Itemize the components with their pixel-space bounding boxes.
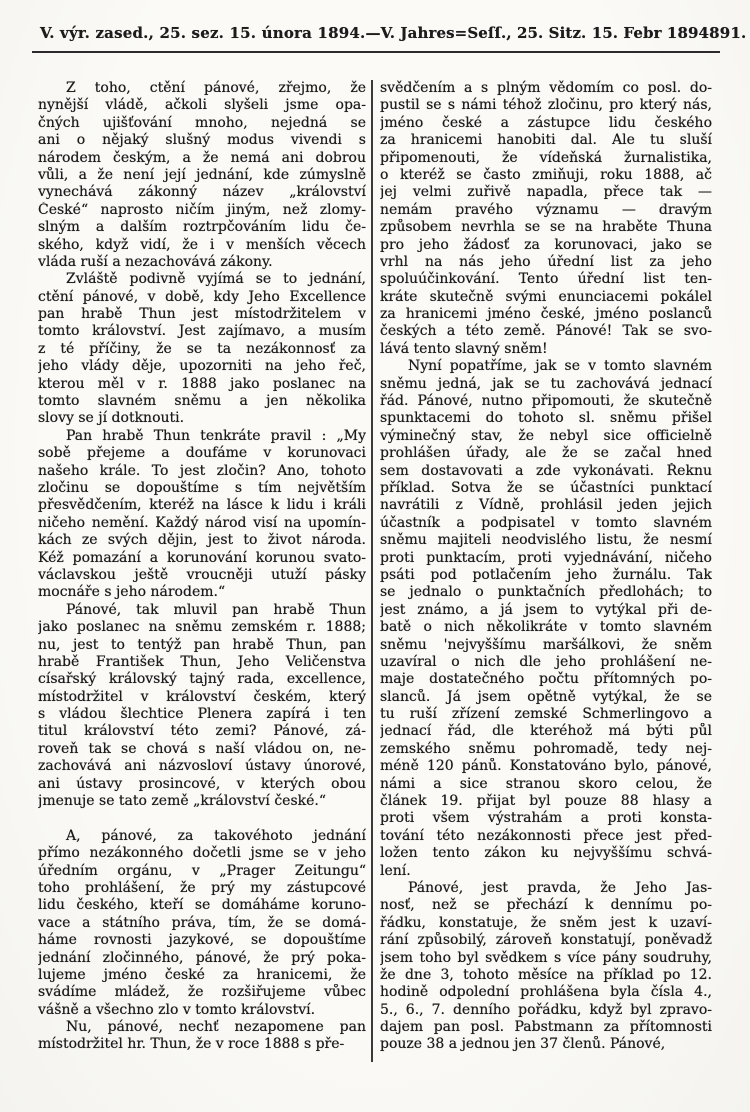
text-line: za hranicemi hanobiti dal. Ale tu sluší [380, 132, 712, 149]
text-line: způsobem nevrhla se se na hraběte Thuna [380, 219, 712, 236]
text-line: Nu, pánové, nechť nezapomene pan [66, 1019, 366, 1036]
text-line: Z toho, ctění pánové, zřejmo, že [66, 80, 366, 96]
text-line: nu, jest to tentýž pan hrabě Thun, pan [38, 636, 366, 653]
text-line: našeho krále. To jest zločin? Ano, tohoto [38, 462, 366, 479]
text-line: přesvědčením, kteréž na lásce k lidu i králi [38, 497, 366, 514]
paragraph [38, 1019, 366, 1054]
text-line: Pánové, tak mluvil pan hrabě Thun [66, 601, 366, 618]
text-line: že dne 3, tohoto měsíce na příklad po 12. [380, 966, 712, 983]
text-line: přímo nezákonného dočetli jsme se v jeho [38, 845, 366, 862]
page-header [40, 24, 747, 42]
header-rule [32, 51, 720, 53]
paragraph [38, 271, 366, 428]
text-line: zachovává ani názvosloví ústavy únorové, [38, 758, 366, 775]
text-line: tování této nezákonnosti přece jest před- [380, 827, 712, 844]
paragraph [380, 80, 712, 358]
text-line: řád. Pánové, nutno připomouti, že skutečně [380, 393, 712, 410]
text-line: sem dostavovati a zde vykonávati. Řeknu [380, 462, 712, 479]
text-line: se jednalo o punktačních předlohách; to [380, 584, 712, 601]
text-line: z té příčiny, že se ta nezákonnosť za [38, 340, 366, 357]
text-line: batě o nich několikráte v tomto slavném [380, 619, 712, 636]
text-line: ctění pánové, v době, kdy Jeho Excellence [38, 288, 366, 305]
text-line: vynechává zákonný název „království [38, 184, 366, 201]
text-line: spoluúčinkování. Tento úřední list ten- [380, 271, 712, 288]
text-line: lává tento slavný sněm! [380, 340, 548, 357]
text-line: maje dostatečného počtu přítomných po- [380, 671, 712, 688]
text-line: jest známo, a já jsem to vytýkal při de- [380, 601, 712, 618]
paragraph [380, 880, 712, 1054]
text-line: sněmu jedná, jak se tu zachovává jednací [380, 375, 712, 392]
text-line: toho prohlášení, že prý my zástupcové [38, 879, 366, 896]
text-line: dajem pan posl. Pabstmann za přítomnosti [380, 1019, 712, 1036]
text-line: čných ujišťování mnoho, nejedná se [38, 114, 366, 131]
text-line: tu ruší zřízení zemské Schmerlingovo a [380, 706, 712, 723]
text-line: proti všem výstrahám a proti konsta- [380, 810, 712, 827]
text-line: námi a sice stranou skoro celou, že [380, 775, 712, 792]
text-line: sněmu majiteli neodvislého listu, že nesmí [380, 532, 712, 549]
text-line: titul království této zemi? Pánové, zá- [38, 723, 366, 740]
text-line: tomto království. Jest zajímavo, a musím [38, 323, 366, 340]
text-line: kách ze svých dějin, jest to život národa. [38, 532, 366, 549]
column-divider [371, 80, 373, 1062]
text-line: národem českým, a že nemá ani dobrou [38, 149, 366, 166]
text-line: kráte skutečně svými enunciacemi pokálel [380, 288, 712, 305]
text-line: připomenouti, že vídeňská žurnalistika, [380, 149, 712, 166]
text-line: A, pánové, za takovéhoto jednání [66, 827, 366, 844]
text-line: jako poslanec na sněmu zemském r. 1888; [38, 619, 366, 636]
page-number: 891. [709, 24, 747, 42]
text-line: mocnáře s jeho národem.“ [38, 584, 226, 601]
text-line: slným a dalším roztrpčováním lidu če- [38, 219, 366, 236]
text-line: hodině odpolední prohlášena byla čísla 4., [380, 984, 712, 1001]
text-line: místodržitel v království českém, který [38, 688, 366, 705]
text-line: císařský královský tajný rada, excellence, [38, 671, 366, 688]
text-line: václavskou ještě vroucněji utuží pásky [38, 566, 366, 583]
text-line: vrhl na nás jeho úřední list za jeho [380, 253, 712, 270]
text-line: jednací řád, dle kteréhož má býti půl [380, 723, 712, 740]
text-line: Pan hrabě Thun tenkráte pravil : „My [66, 427, 366, 444]
paragraph [38, 80, 366, 271]
text-line: Pánové, jest pravda, že Jeho Jas- [408, 879, 712, 896]
text-line: pouze 38 a jednou jen 37 členů. Pánové, [380, 1036, 666, 1053]
paragraph [38, 602, 366, 811]
text-line: navrátili z Vídně, prohlásil jeden jejich [380, 497, 712, 514]
text-line: Kéž pomazání a korunování korunou svato- [38, 549, 366, 566]
text-line: řádku, konstatuje, že sněm jest k uzaví- [380, 914, 712, 931]
text-line: slanců. Já jsem opětně vytýkal, že se [380, 688, 712, 705]
text-line: Zvláště podivně vyjímá se to jednání, [66, 271, 366, 288]
paragraph [380, 358, 712, 880]
text-line: kterou měl v r. 1888 jako poslanec na [38, 375, 366, 392]
text-line: jsem toho byl svědkem s více pány soudruhy, [380, 949, 712, 966]
text-line: jméno české a zástupce lidu českého [380, 114, 712, 131]
text-line: ani o nějaký slušný modus vivendi s [38, 132, 366, 149]
text-line: o kteréž se často zmiňuji, roku 1888, ač [380, 166, 712, 183]
text-line: jednání zločinného, pánové, že prý poka- [38, 949, 366, 966]
text-line: České“ naprosto ničím jiným, než zlomy- [38, 201, 366, 218]
text-line: psáti pod potlačením jeho žurnálu. Tak [380, 566, 712, 583]
text-line: vášně a všechno zlo v tomto království. [38, 1001, 316, 1018]
text-line: vůli, a že není její jednání, kde zúmyslně [38, 166, 366, 183]
text-line: účastník a podpisatel v tomto slavném [380, 514, 712, 531]
text-line: zemského sněmu pohromadě, tedy nej- [380, 740, 712, 757]
text-line: pro jeho žádosť za korunovaci, jako se [380, 236, 712, 253]
text-line: spunktacemi do tohoto sl. sněmu přišel [380, 410, 712, 427]
paragraph [38, 428, 366, 602]
text-line: uzavíral o nich dle jeho prohlášení ne- [380, 653, 712, 670]
text-line: jej velmi zuřivě napadla, přece tak — [380, 184, 712, 201]
text-line: lujeme jméno české za hranicemi, že [38, 966, 366, 983]
text-line: místodržitel hr. Thun, že v roce 1888 s pře- [38, 1036, 345, 1053]
text-line: nosť, než se přechází k dennímu po- [380, 897, 712, 914]
text-line: sněmu 'nejvyššímu maršálkovi, že sněm [380, 636, 712, 653]
text-line: zločinu se dopouštíme s tím největším [38, 479, 366, 496]
text-line: pan hrabě Thun jest místodržitelem v [38, 306, 366, 323]
text-line: 5., 6., 7. denního pořádku, když byl zpravo- [380, 1001, 712, 1018]
text-line: jeho vlády děje, upozorniti na jeho řeč, [38, 358, 366, 375]
text-line: výminečný stav, že nebyl sice officielně [380, 427, 712, 444]
text-line: Nyní popatříme, jak se v tomto slavném [408, 358, 712, 375]
text-line: méně 120 pánů. Konstatováno bylo, pánové, [380, 758, 712, 775]
text-line: vace a státního práva, tím, že se domá- [38, 914, 366, 931]
text-line: slovy se jí dotknouti. [38, 410, 185, 427]
text-line: prohlášen úřady, ale že se začal hned [380, 445, 712, 462]
text-line: proti punktacím, proti vyjednávání, ničeho [380, 549, 712, 566]
text-line: roveň tak se chová s naší vládou on, ne- [38, 740, 366, 757]
text-line: ani ústavy prosincové, v kterých obou [38, 775, 366, 792]
text-line: hrabě František Thun, Jeho Veličenstva [38, 653, 366, 670]
text-line: za hranicemi jméno české, jméno poslanců [380, 306, 712, 323]
text-line: svědčením a s plným vědomím co posl. do- [380, 80, 712, 96]
text-line: sobě přejeme a doufáme v korunovaci [38, 445, 366, 462]
text-line: rání způsobilý, zároveň konstatují, poněvadž [380, 932, 712, 949]
text-column-left [38, 80, 366, 1054]
text-line: tomto slavném sněmu a jen několika [38, 393, 366, 410]
text-line: příklad. Sotva že se účastníci punktací [380, 479, 712, 496]
text-line: ložen tento zákon ku nejvyššímu schvá- [380, 845, 712, 862]
paragraph [38, 828, 366, 1019]
text-line: jmenuje se tato země „království české.“ [38, 793, 327, 810]
text-line: úředním orgánu, v „Prager Zeitungu“ [38, 862, 366, 879]
text-line: vláda ruší a nezachovává zákony. [38, 253, 273, 270]
header-session-german: V. Jahres=Seſſ., 25. Sitz. 15. Febr 1894 [380, 24, 710, 42]
header-session-czech: V. výr. zased., 25. sez. 15. února 1894. [40, 24, 366, 42]
text-column-right [380, 80, 712, 1054]
text-line: svádíme mládež, že rozšiřujeme vůbec [38, 984, 366, 1001]
text-line: nemám pravého významu — dravým [380, 201, 712, 218]
text-line: lidu českého, kteří se domáháme koruno- [38, 897, 366, 914]
text-line: s vládou šlechtice Plenera zapírá i ten [38, 706, 366, 723]
text-line: pustil se s námi téhož zločinu, pro který nás, [380, 97, 712, 114]
text-line: článek 19. přijat byl pouze 88 hlasy a [380, 793, 712, 810]
text-line: českých a této země. Pánové! Tak se svo- [380, 323, 712, 340]
text-line: ského, když vidí, že i v menších věcech [38, 236, 366, 253]
text-line: háme rovnosti jazykové, se dopouštíme [38, 932, 366, 949]
text-line: nynější vládě, ačkoli slyšeli jsme opa- [38, 97, 366, 114]
text-line: lení. [380, 862, 411, 879]
text-line: ničeho nemění. Každý národ visí na upomín- [38, 514, 366, 531]
header-dash: — [365, 24, 381, 42]
